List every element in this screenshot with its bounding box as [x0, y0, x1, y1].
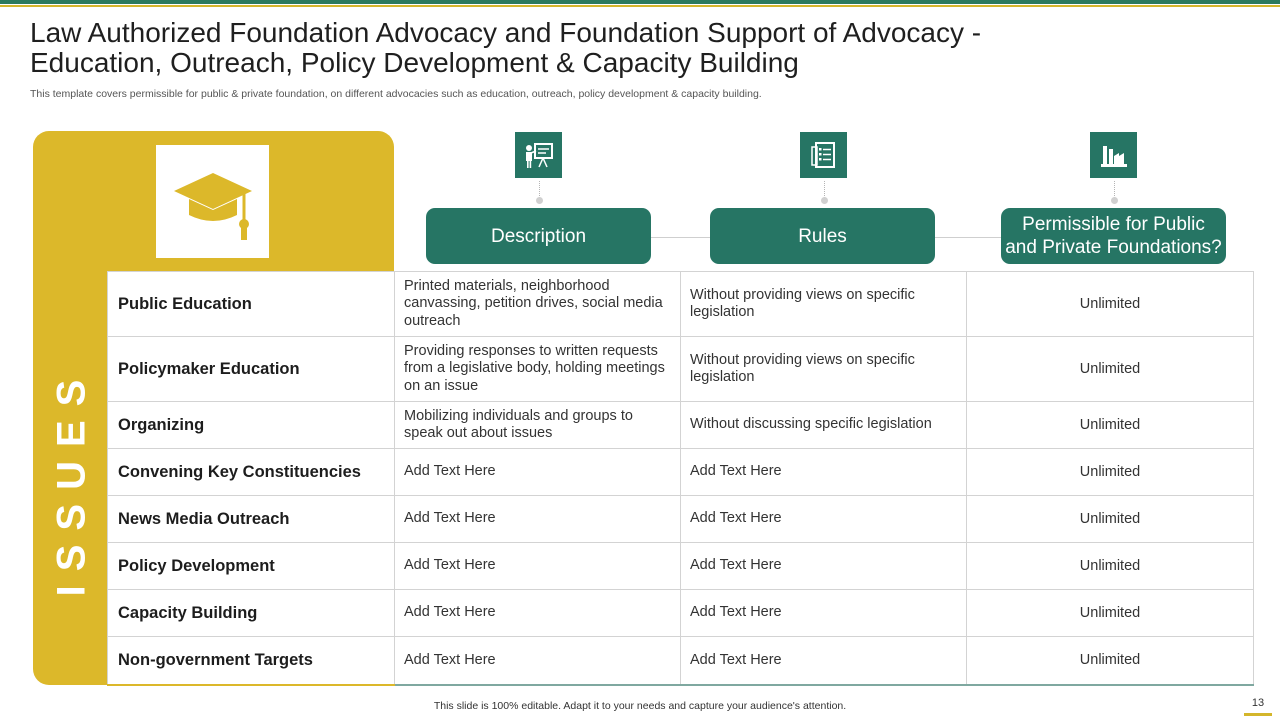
page-number-underline — [1244, 713, 1272, 716]
issue-cell: News Media Outreach — [108, 496, 395, 543]
issue-cell: Policy Development — [108, 543, 395, 590]
page-number: 13 — [1251, 697, 1265, 709]
factory-icon — [1099, 140, 1129, 170]
permissible-cell: Unlimited — [967, 272, 1254, 337]
table-row — [108, 337, 1254, 402]
presentation-icon — [524, 140, 554, 170]
top-accent-line-gold — [0, 5, 1280, 7]
description-cell: Add Text Here — [395, 496, 681, 543]
issues-vertical-label: ISSUES — [49, 365, 94, 597]
connector-permissible — [1114, 181, 1115, 202]
header-link-line — [651, 237, 710, 238]
rules-cell: Without providing views on specific legislation — [681, 272, 967, 337]
connector-description — [539, 181, 540, 202]
rules-cell: Add Text Here — [681, 590, 967, 637]
table-row — [108, 272, 1254, 337]
rules-cell: Add Text Here — [681, 496, 967, 543]
description-cell: Add Text Here — [395, 543, 681, 590]
slide-title-line-1: Law Authorized Foundation Advocacy and Foundation Support of Advocacy - — [30, 17, 982, 48]
rules-cell: Add Text Here — [681, 543, 967, 590]
issues-table — [107, 271, 1254, 686]
permissible-cell: Unlimited — [967, 543, 1254, 590]
column-header-permissible-line-2: and Private Foundations? — [1005, 237, 1222, 258]
slide-subtitle: This template covers permissible for public & private foundation, on different advocacies such as education, outreach, policy development & capacity building. — [30, 88, 762, 100]
description-cell: Printed materials, neighborhood canvassing, petition drives, social media outreach — [395, 272, 681, 337]
issue-cell: Non-government Targets — [108, 637, 395, 685]
table-row — [108, 637, 1254, 685]
rules-icon-box — [800, 132, 847, 178]
permissible-cell: Unlimited — [967, 590, 1254, 637]
rules-cell: Add Text Here — [681, 449, 967, 496]
table-row — [108, 496, 1254, 543]
table-row — [108, 402, 1254, 449]
description-cell: Add Text Here — [395, 590, 681, 637]
rules-cell: Without discussing specific legislation — [681, 402, 967, 449]
issue-cell: Capacity Building — [108, 590, 395, 637]
rules-cell: Add Text Here — [681, 637, 967, 685]
description-icon-box — [515, 132, 562, 178]
permissible-cell: Unlimited — [967, 449, 1254, 496]
column-header-rules — [710, 208, 935, 264]
graduation-cap-icon — [172, 161, 254, 243]
column-header-rules-label: Rules — [798, 225, 847, 247]
column-header-permissible — [1001, 208, 1226, 264]
table-row — [108, 543, 1254, 590]
description-cell: Add Text Here — [395, 637, 681, 685]
column-header-description — [426, 208, 651, 264]
table-row — [108, 590, 1254, 637]
header-link-line — [935, 237, 1001, 238]
table-row — [108, 449, 1254, 496]
description-cell: Providing responses to written requests from a legislative body, holding meetings on an issue — [395, 337, 681, 402]
issue-cell: Convening Key Constituencies — [108, 449, 395, 496]
document-list-icon — [809, 140, 839, 170]
main-icon-box — [156, 145, 269, 258]
permissible-cell: Unlimited — [967, 496, 1254, 543]
description-cell: Add Text Here — [395, 449, 681, 496]
issue-cell: Organizing — [108, 402, 395, 449]
issue-cell: Public Education — [108, 272, 395, 337]
permissible-cell: Unlimited — [967, 402, 1254, 449]
column-header-description-label: Description — [490, 225, 587, 247]
rules-cell: Without providing views on specific legislation — [681, 337, 967, 402]
permissible-cell: Unlimited — [967, 337, 1254, 402]
permissible-icon-box — [1090, 132, 1137, 178]
footer-note: This slide is 100% editable. Adapt it to your needs and capture your audience's attention. — [433, 700, 847, 712]
connector-rules — [824, 181, 825, 202]
top-accent-line — [0, 0, 1280, 4]
issue-cell: Policymaker Education — [108, 337, 395, 402]
slide-title — [30, 18, 1230, 78]
permissible-cell: Unlimited — [967, 637, 1254, 685]
slide-title-line-2: Education, Outreach, Policy Development & Capacity Building — [30, 47, 799, 78]
column-header-permissible-line-1: Permissible for Public — [1022, 214, 1205, 235]
description-cell: Mobilizing individuals and groups to speak out about issues — [395, 402, 681, 449]
